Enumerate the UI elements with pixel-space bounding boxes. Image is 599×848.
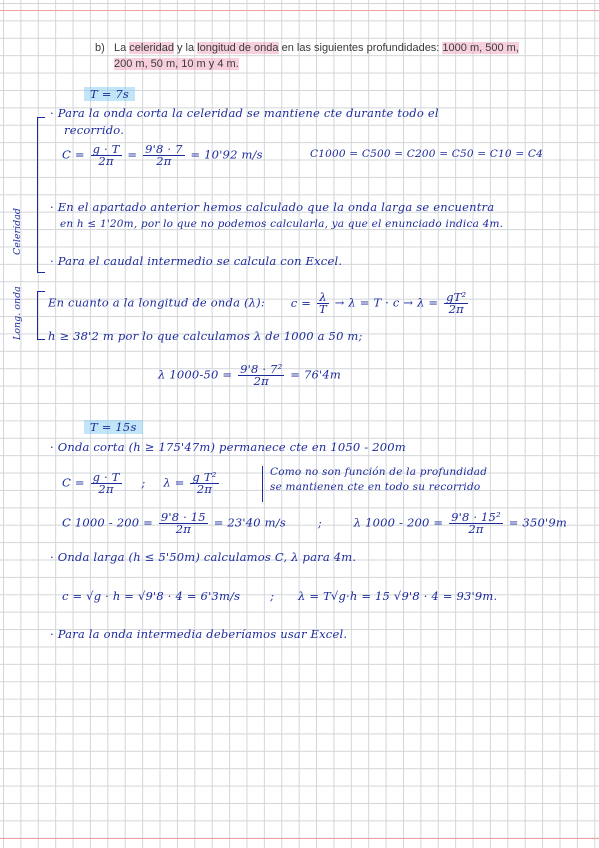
t15-bullet3: · Para la onda intermedia deberíamos usar Excel. (50, 627, 348, 641)
t15-sqrt-line: c = √g · h = √9'8 · 4 = 6'3m/s ; λ = T√g·h = 15 √9'8 · 4 = 93'9m. (62, 589, 498, 603)
side-label-longitud: Long. onda (12, 286, 23, 340)
bracket-longitud (37, 291, 38, 339)
bracket-celeridad-top (37, 117, 45, 118)
heading-t15: T = 15s (84, 420, 143, 434)
t15-formulas: C = $\frac{g \cdot T}{2\pi}$ ; λ = $\frac{\text{g T²}}{2\pi}$ (62, 470, 217, 496)
t15-bullet1: · Onda corta (h ≥ 175'47m) permanece cte en 1050 - 200m (50, 440, 406, 454)
bracket-celeridad (37, 117, 38, 272)
bracket-longitud-bottom (37, 339, 45, 340)
question-label: b) (95, 42, 105, 54)
heading-t7: T = 7s (84, 87, 135, 101)
t15-note-line2: se mantienen cte en todo su recorrido (270, 481, 481, 493)
t15-bullet2: · Onda larga (h ≤ 5'50m) calculamos C, λ para 4m. (50, 550, 357, 564)
question-text-line2: 200 m, 50 m, 10 m y 4 m. (114, 58, 239, 70)
t7-bullet2-line2: en h ≤ 1'20m, por lo que no podemos calcularla, ya que el enunciado indica 4m. (60, 218, 504, 230)
t7-bullet1-line2: recorrido. (64, 123, 125, 137)
bracket-longitud-top (37, 291, 45, 292)
t7-bullet3: · Para el caudal intermedio se calcula con Excel. (50, 254, 343, 268)
t7-longitud-line1: En cuanto a la longitud de onda (λ): c = $\frac{\lambda}{T}$ → λ = T · c → λ = $\frac{\text{gT²}}{2\pi}$ (48, 290, 467, 316)
t15-note-line1: Como no son función de la profundidad (270, 466, 488, 478)
question-text-line1: La celeridad y la longitud de onda en las siguientes profundidades: 1000 m, 500 m, (114, 42, 519, 54)
t7-bullet2-line1: · En el apartado anterior hemos calculado que la onda larga se encuentra (50, 200, 495, 214)
t7-celerity-formula: C = $\frac{g \cdot T}{2\pi}$ = $\frac{9'8 \cdot 7}{2\pi}$ = 10'92 m/s (62, 142, 263, 168)
t7-lambda-formula: λ 1000-50 = $\frac{\text{9'8 · 7²}}{2\pi}$ = 76'4m (158, 362, 341, 388)
margin-line-bottom (0, 838, 599, 839)
t7-equality-chain: C1000 = C500 = C200 = C50 = C10 = C4 (310, 148, 543, 160)
bracket-celeridad-bottom (37, 272, 45, 273)
side-label-celeridad: Celeridad (12, 208, 23, 255)
t15-calc-line: C 1000 - 200 = $\frac{9'8 \cdot 15}{2\pi}$ = 23'40 m/s ; λ 1000 - 200 = $\frac{\text{9'8 · 15²}}{2\pi}$ = 350'9m (62, 510, 567, 536)
margin-line-top (0, 10, 599, 11)
t7-bullet1-line1: · Para la onda corta la celeridad se mantiene cte durante todo el (50, 106, 439, 120)
t15-note-separator (262, 466, 263, 502)
t7-longitud-line2: h ≥ 38'2 m por lo que calculamos λ de 1000 a 50 m; (48, 329, 363, 343)
